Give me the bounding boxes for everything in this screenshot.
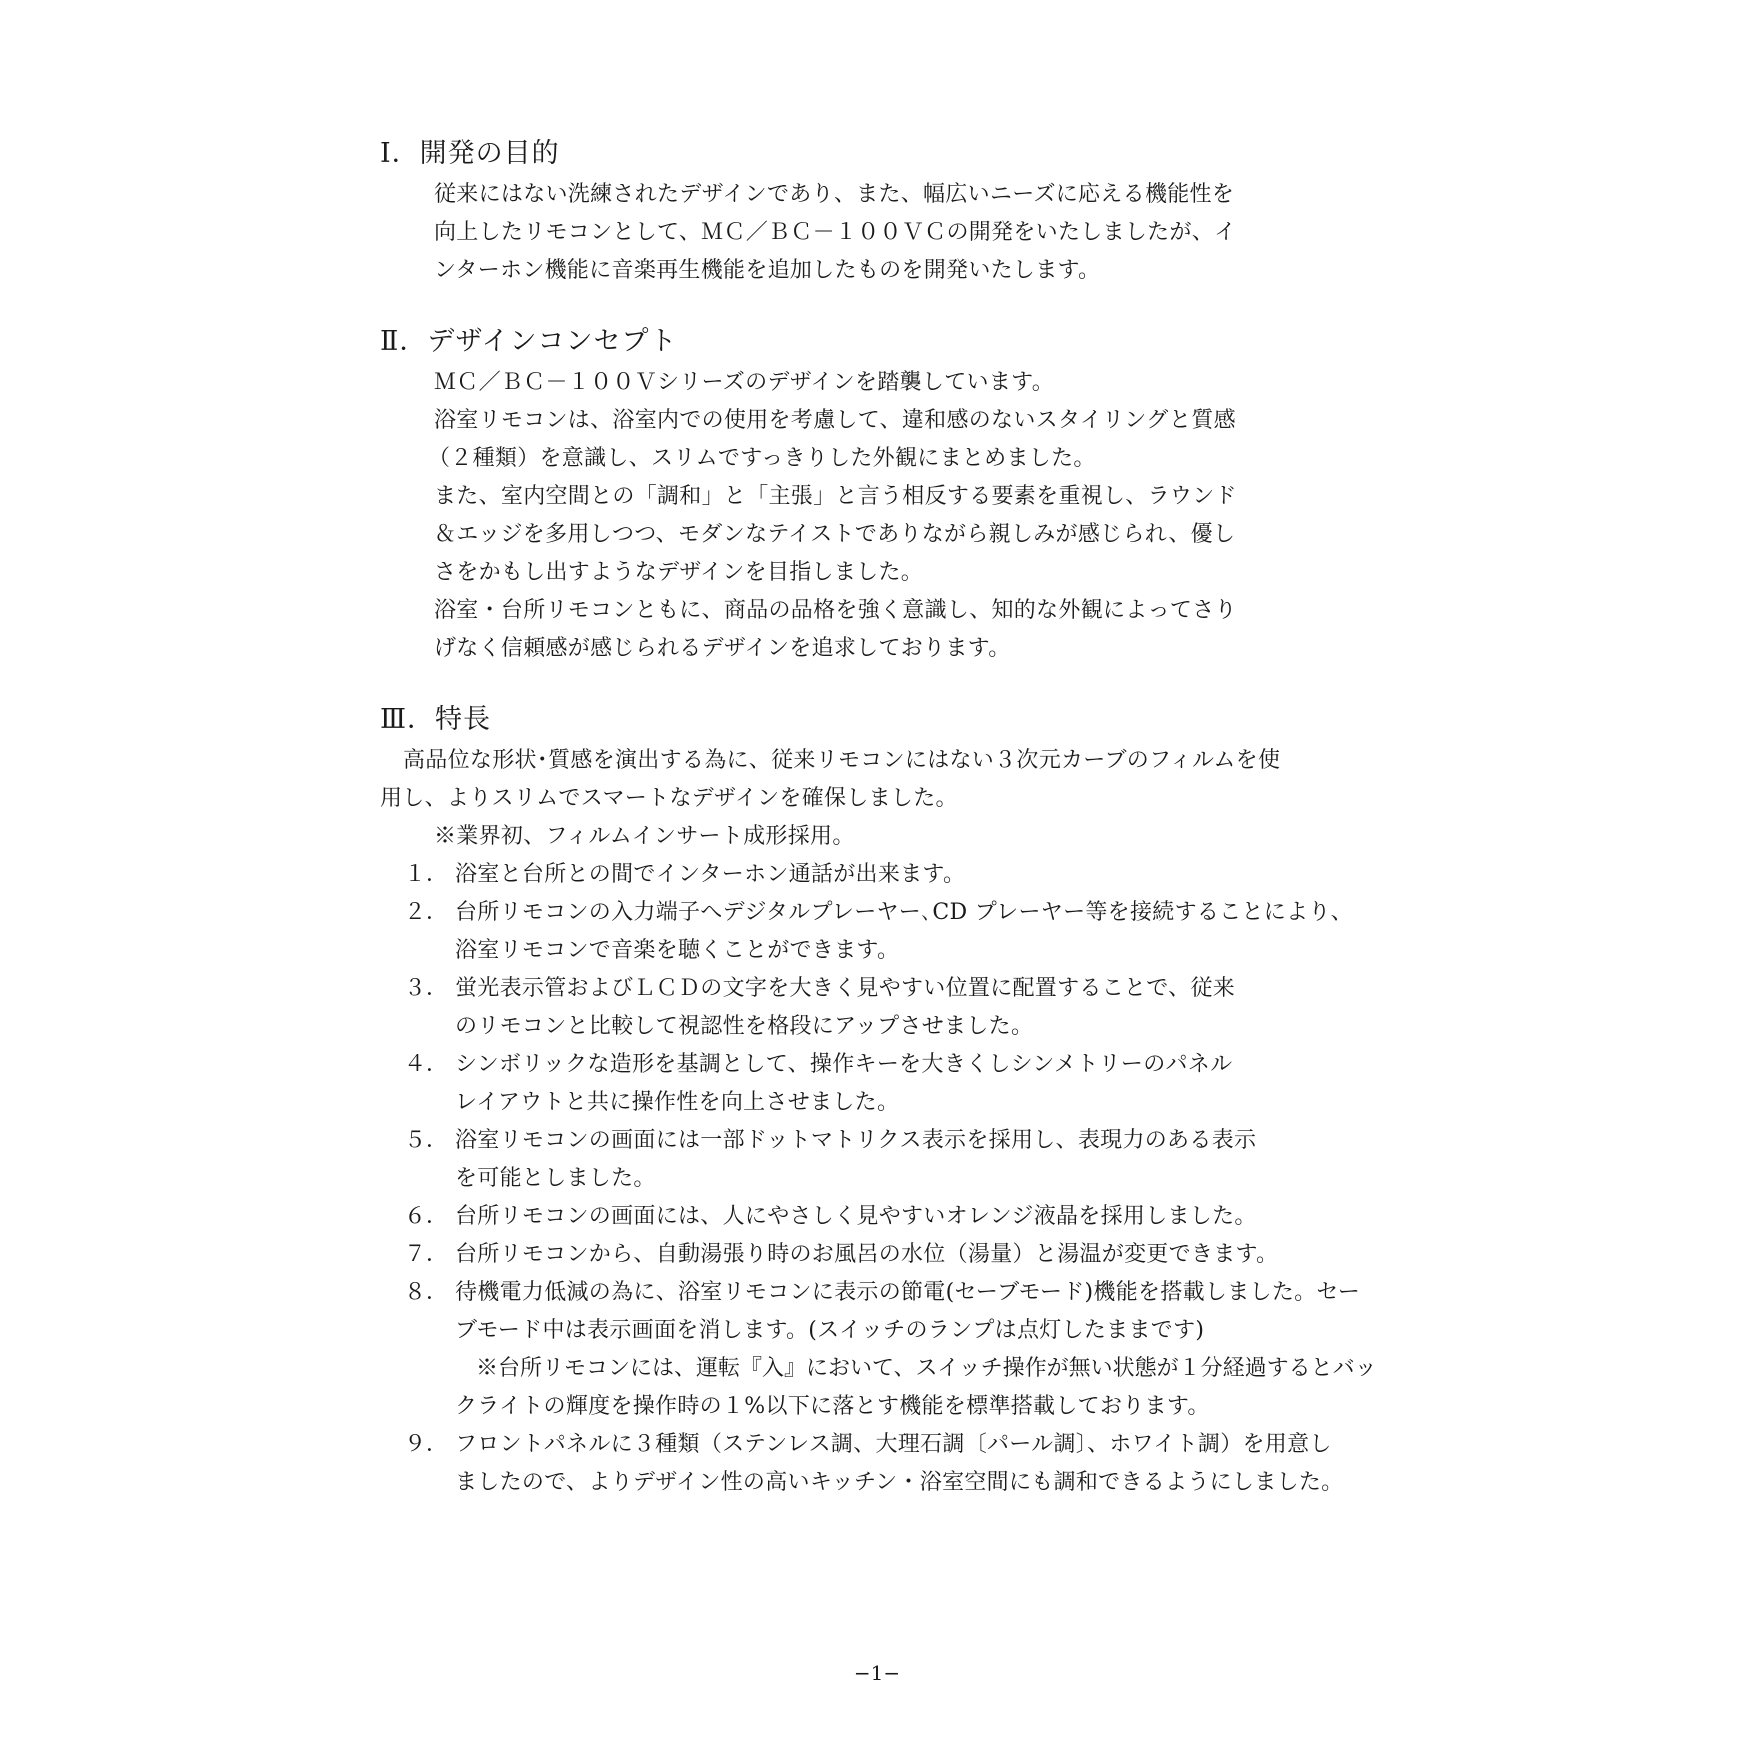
item-text: ブモード中は表示画面を消します。(スイッチのランプは点灯したままです) [455, 1318, 1205, 1343]
section-2-line: （２種類）を意識し、スリムですっきりした外観にまとめました。 [428, 446, 1096, 471]
item-text: 台所リモコンの入力端子へデジタルプレーヤー､CD プレーヤー等を接続することにより、 [455, 900, 1353, 925]
item-number: ３． [404, 976, 449, 1001]
section-2-line: ＭＣ／ＢＣ－１００Ｖシリーズのデザインを踏襲しています。 [434, 370, 1055, 395]
section-1-line: ンターホン機能に音楽再生機能を追加したものを開発いたします。 [434, 258, 1101, 283]
item-text: クライトの輝度を操作時の１%以下に落とす機能を標準搭載しております。 [455, 1394, 1210, 1419]
section-1-heading: Ⅰ．開発の目的 [380, 138, 560, 169]
section-2-line: 浴室・台所リモコンともに、商品の品格を強く意識し、知的な外観によってさり [434, 598, 1237, 623]
item-number: ６． [404, 1204, 449, 1229]
item-number: １． [404, 862, 449, 887]
item-text: レイアウトと共に操作性を向上させました。 [455, 1090, 900, 1115]
section-2-line: ＆エッジを多用しつつ、モダンなテイストでありながら親しみが感じられ、優し [434, 522, 1236, 547]
page-number: −1− [853, 1661, 901, 1685]
item-text: 台所リモコンの画面には、人にやさしく見やすいオレンジ液晶を採用しました。 [455, 1204, 1257, 1229]
item-text: ましたので、よりデザイン性の高いキッチン・浴室空間にも調和できるようにしました。 [455, 1470, 1344, 1495]
item-text: のリモコンと比較して視認性を格段にアップさせました。 [455, 1014, 1034, 1039]
item-number: ８． [404, 1280, 449, 1305]
item-text: を可能としました。 [455, 1166, 656, 1191]
item-text: シンボリックな造形を基調として、操作キーを大きくしシンメトリーのパネル [455, 1052, 1233, 1077]
section-3-intro: 高品位な形状･質感を演出する為に、従来リモコンにはない３次元カーブのフィルムを使 [403, 748, 1281, 773]
section-2-line: また、室内空間との「調和」と「主張」と言う相反する要素を重視し、ラウンド [434, 484, 1237, 509]
item-text: フロントパネルに３種類（ステンレス調、大理石調〔パール調〕、ホワイト調）を用意し [455, 1432, 1332, 1457]
section-3-intro: 用し、よりスリムでスマートなデザインを確保しました。 [380, 786, 958, 811]
item-number: ７． [404, 1242, 449, 1267]
section-1-line: 従来にはない洗練されたデザインであり、また、幅広いニーズに応える機能性を [434, 182, 1235, 207]
item-text: 浴室リモコンの画面には一部ドットマトリクス表示を採用し、表現力のある表示 [455, 1128, 1257, 1153]
item-note: ※台所リモコンには、運転『入』において、スイッチ操作が無い状態が１分経過するとバッ [476, 1356, 1377, 1381]
section-2-line: げなく信頼感が感じられるデザインを追求しております。 [434, 636, 1011, 661]
item-text: 蛍光表示管およびＬＣＤの文字を大きく見やすい位置に配置することで、従来 [455, 976, 1236, 1001]
item-number: ９． [404, 1432, 449, 1457]
item-text: 台所リモコンから、自動湯張り時のお風呂の水位（湯量）と湯温が変更できます。 [455, 1242, 1279, 1267]
item-text: 浴室リモコンで音楽を聴くことができます。 [455, 938, 900, 963]
item-number: ４． [404, 1052, 449, 1077]
section-3-note: ※業界初、フィルムインサート成形採用。 [434, 824, 855, 849]
section-1-line: 向上したリモコンとして、ＭＣ／ＢＣ－１００ＶＣの開発をいたしましたが、イ [434, 220, 1237, 245]
section-3-heading: Ⅲ．特長 [380, 704, 492, 735]
item-text: 浴室と台所との間でインターホン通話が出来ます。 [455, 862, 966, 887]
item-number: ５． [404, 1128, 449, 1153]
item-number: ２． [404, 900, 449, 925]
section-2-line: 浴室リモコンは、浴室内での使用を考慮して、違和感のないスタイリングと質感 [434, 408, 1236, 433]
item-text: 待機電力低減の為に、浴室リモコンに表示の節電(セーブモード)機能を搭載しました。セー [455, 1280, 1361, 1305]
section-2-line: さをかもし出すようなデザインを目指しました。 [434, 560, 924, 585]
section-2-heading: Ⅱ．デザインコンセプト [380, 326, 678, 357]
